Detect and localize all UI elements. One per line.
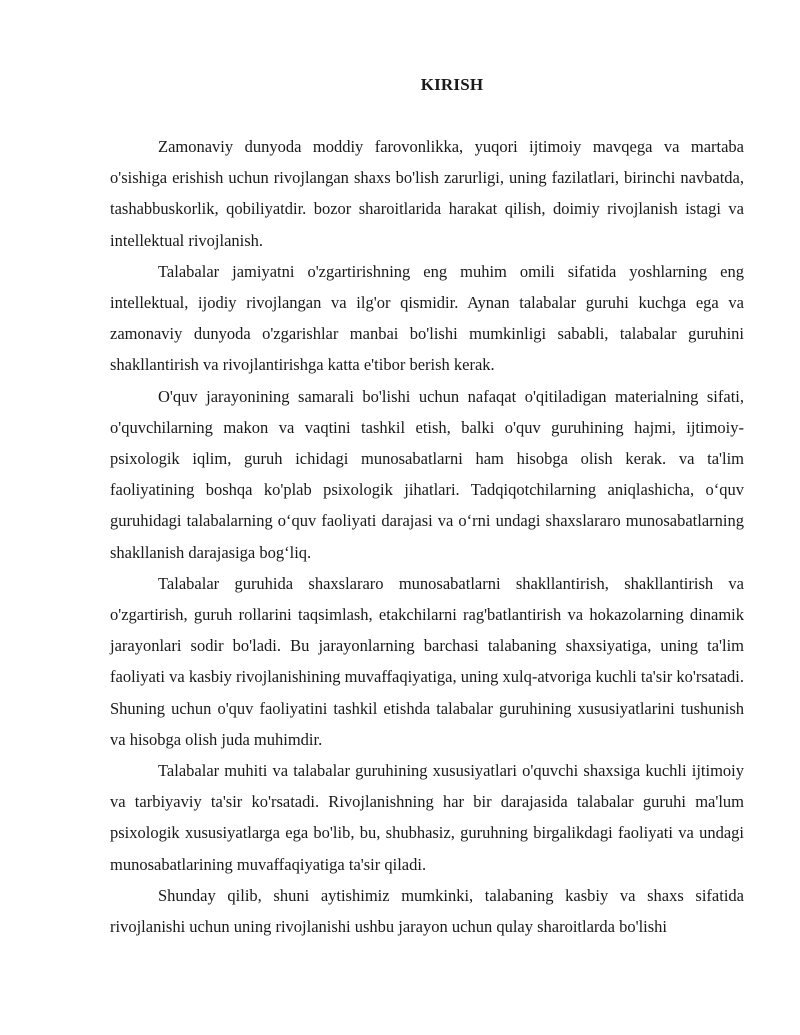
document-title: KIRISH <box>420 75 484 94</box>
paragraph: Talabalar jamiyatni o'zgartirishning eng muhim omili sifatida yoshlarning eng intellektual, ijodiy rivojlangan va ilg'or qismidir. Aynan talabalar guruhi kuchga ega va zamonaviy dunyoda o'zgarishlar manbai bo'lishi mumkinligi sababli, talabalar guruhini shakllantirish va rivojlantirishga katta e'tibor berish kerak. <box>110 261 744 375</box>
paragraph: Shunday qilib, shuni aytishimiz mumkinki, talabaning kasbiy va shaxs sifatida rivojlanishi uchun uning rivojlanishi ushbu jarayon uchun qulay sharoitlarda bo'lishi <box>110 885 744 937</box>
document-page <box>110 70 744 942</box>
paragraph: O'quv jarayonining samarali bo'lishi uchun nafaqat o'qitiladigan materialning sifati, o'quvchilarning makon va vaqtini tashkil etish, balki o'quv guruhining hajmi, ijtimoiy-psixologik iqlim, guruh ichidagi munosabatlarni ham hisobga olish kerak. va ta'lim faoliyatining boshqa ko'plab psixologik jihatlari. Tadqiqotchilarning aniqlashicha, o‘quv guruhidagi talabalarning o‘quv faoliyati darajasi va o‘rni undagi shaxslararo munosabatlarning shakllanish darajasiga bog‘liq. <box>110 386 744 562</box>
paragraph: Talabalar muhiti va talabalar guruhining xususiyatlari o'quvchi shaxsiga kuchli ijtimoiy va tarbiyaviy ta'sir ko'rsatadi. Rivojlanishning har bir darajasida talabalar guruhi ma'lum psixologik xususiyatlarga ega bo'lib, bu, shubhasiz, guruhning birgalikdagi faoliyati va undagi munosabatlarining muvaffaqiyatiga ta'sir qiladi. <box>110 761 744 874</box>
paragraph: Zamonaviy dunyoda moddiy farovonlikka, yuqori ijtimoiy mavqega va martaba o'sishiga erishish uchun rivojlangan shaxs bo'lish zarurligi, uning fazilatlari, birinchi navbatda, tashabbuskorlik, qobiliyatdir. bozor sharoitlarida harakat qilish, doimiy rivojlanish istagi va intellektual rivojlanish. <box>110 137 744 250</box>
paragraph: Talabalar guruhida shaxslararo munosabatlarni shakllantirish, shakllantirish va o'zgartirish, guruh rollarini taqsimlash, etakchilarni rag'batlantirish va hokazolarning dinamik jarayonlari sodir bo'ladi. Bu jarayonlarning barchasi talabaning shaxsiyatiga, uning ta'lim faoliyati va kasbiy rivojlanishining muvaffaqiyatiga, uning xulq-atvoriga kuchli ta'sir ko'rsatadi. Shuning uchun o'quv faoliyatini tashkil etishda talabalar guruhining xususiyatlarini tushunish va hisobga olish juda muhimdir. <box>110 573 744 749</box>
